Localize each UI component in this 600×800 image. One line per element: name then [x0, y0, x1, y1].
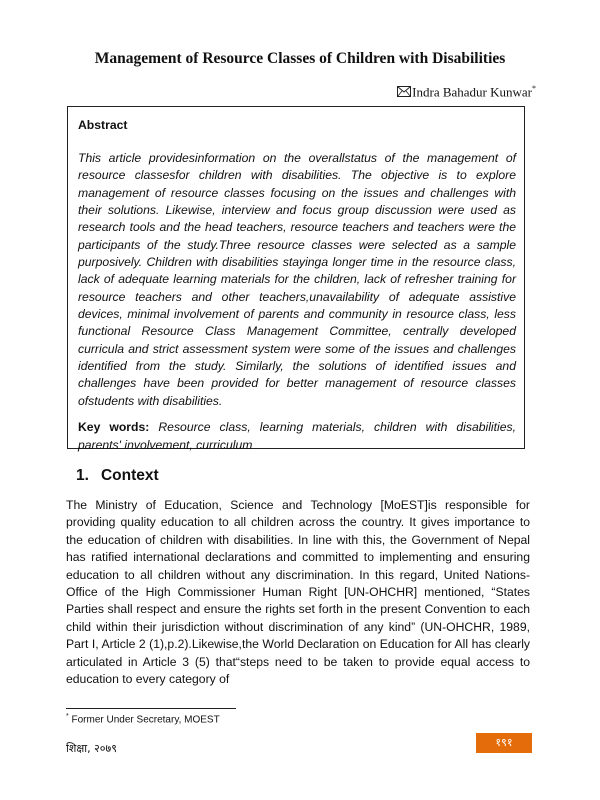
page-number-badge: १९१ [476, 733, 532, 753]
footnote [66, 713, 220, 725]
footnote-text: Former Under Secretary, MOEST [71, 714, 220, 726]
abstract-box [67, 106, 525, 452]
abstract-heading: Abstract [78, 118, 128, 132]
section-title: Context [100, 467, 159, 484]
author-footnote-mark: * [532, 84, 536, 93]
section-body-text: The Ministry of Education, Science and Technology [MoEST]is responsible for providing quality education to all children across the country. It gives importance to the education of children with disabilities. In line with this, the Government of Nepal has ratified international declarations and committed to implementing and ensuring education to all children without any discrimination. In this regard, United Nations- Office of the High Commissioner Human Right [UN-OHCHR] mentioned, “States Parties shall respect and ensure the rights set forth in the present Convention to each child within their jurisdiction without discrimination of any kind” (UN-OHCHR, 1989, Part I, Article 2 (1),p.2).Likewise,the World Declaration on Education for All has clearly articulated in Article 3 (5) that“steps need to be taken to provide equal access to education to every category of [66, 498, 530, 687]
keywords-label: Key words: [78, 420, 150, 435]
footnote-mark: * [66, 713, 69, 720]
section-number: 1. [76, 467, 89, 484]
keywords [78, 419, 516, 454]
mail-icon [397, 85, 411, 101]
footer-journal: शिक्षा, २०७९ [66, 742, 117, 755]
abstract-text: This article providesinformation on the overallstatus of the management of resource classesfor children with disabilities. The objective is to explore management of resource classes focusing on the issues and challenges with their solutions. Likewise, interview and focus group discussion were used as research tools and the head teachers, resource teachers and teachers were the participants of the study.Three resource classes were selected as a sample purposively. Children with disabilities stayinga longer time in the resource class, lack of adequate learning materials for the children, lack of refresher training for resource teachers and other teachers,unavailability of adequate assistive devices, minimal involvement of parents and community in resource class, less functional Resource Class Management Committee, centrally developed curricula and strict assessment system were some of the issues and challenges identified from the study. Similarly, the solutions of identified issues and challenges have been provided for better management of resource classes ofstudents with disabilities. [78, 151, 516, 408]
author-name: Indra Bahadur Kunwar [412, 84, 532, 100]
keywords-text: Resource class, learning materials, children with disabilities, parents' involvement, curriculum [78, 420, 516, 452]
paper-title: Management of Resource Classes of Children with Disabilities [94, 50, 506, 67]
section-heading [76, 467, 159, 485]
author-line [397, 84, 536, 101]
footnote-divider [66, 708, 236, 709]
